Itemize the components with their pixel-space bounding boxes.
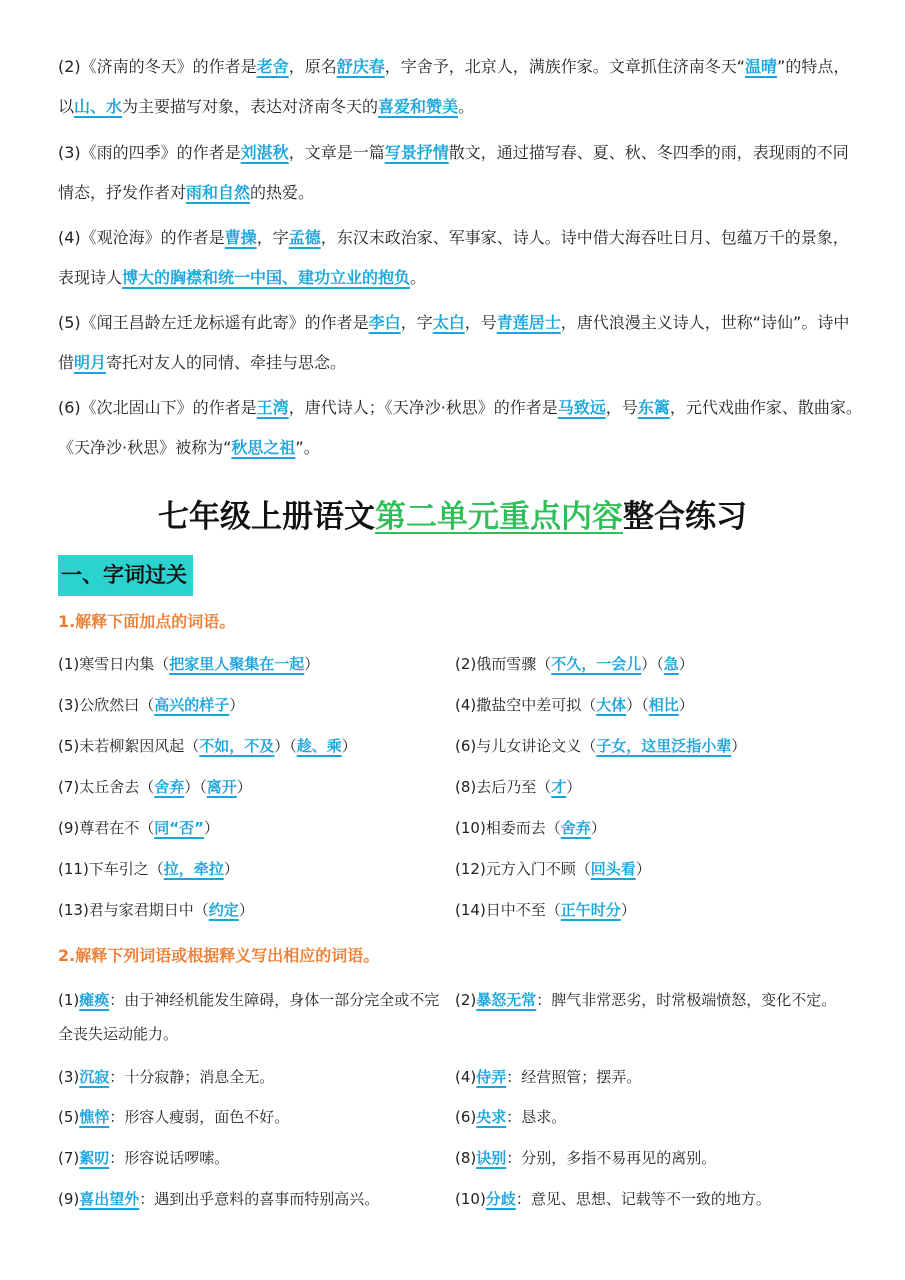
answer-text: 东篱 (637, 398, 670, 417)
author-note-wangwan (58, 388, 864, 468)
text-segment: 为主要描写对象，表达对济南冬天的 (122, 97, 379, 116)
answer-text: 刘湛秋 (240, 143, 289, 162)
answer-text: 高兴的样子 (154, 696, 230, 714)
text-segment: (12)元方入门不顾（ (455, 860, 591, 878)
answer-text: 分歧 (485, 1190, 516, 1208)
vocab-item (455, 814, 606, 842)
definition-item (455, 1060, 847, 1094)
answer-text: 老舍 (256, 57, 289, 76)
vocab-item (58, 814, 219, 842)
text-segment: ）（ (274, 737, 297, 755)
vocab-item (455, 732, 746, 760)
definition-item (58, 983, 453, 1051)
text-segment: (6)与儿女讲论文义（ (455, 737, 597, 755)
text-segment: (5)未若柳絮因风起（ (58, 737, 200, 755)
text-segment: 。 (410, 268, 427, 287)
answer-text: 曹操 (224, 228, 257, 247)
answer-text: 秋思之祖 (231, 438, 296, 457)
text-segment: ）（ (641, 655, 664, 673)
text-segment: (5)《闻王昌龄左迁龙标遥有此寄》的作者是 (58, 313, 369, 332)
vocab-item (58, 650, 319, 678)
vocab-item (58, 773, 252, 801)
text-segment: ：形容说话啰嗦。 (109, 1149, 230, 1167)
text-segment: (14)日中不至（ (455, 901, 561, 919)
answer-text: 王湾 (256, 398, 289, 417)
text-segment: ） (238, 901, 254, 919)
vocab-item (455, 650, 694, 678)
text-segment: ） (731, 737, 747, 755)
question-1-heading: 1.解释下面加点的词语。 (58, 612, 236, 631)
answer-text: 青莲居士 (496, 313, 561, 332)
text-segment: 。 (458, 97, 475, 116)
answer-text: 温晴 (745, 57, 778, 76)
answer-text: 沉寂 (79, 1068, 110, 1086)
answer-text: 喜出望外 (79, 1190, 140, 1208)
text-segment: (4)《观沧海》的作者是 (58, 228, 225, 247)
text-segment: (4)撒盐空中差可拟（ (455, 696, 597, 714)
text-segment: (2)俄而雪骤（ (455, 655, 552, 673)
answer-text: 马致远 (557, 398, 606, 417)
vocab-item (455, 896, 636, 924)
text-segment: (3)《雨的四季》的作者是 (58, 143, 241, 162)
answer-text: 离开 (206, 778, 237, 796)
text-segment: (2) (455, 991, 477, 1009)
answer-text: 博大的胸襟和统一中国、建功立业的抱负 (122, 268, 411, 287)
text-segment: ） (635, 860, 651, 878)
text-segment: (4) (455, 1068, 477, 1086)
text-segment: ：意见、思想、记载等不一致的地方。 (515, 1190, 771, 1208)
text-segment: (6) (455, 1108, 477, 1126)
vocab-item (58, 896, 254, 924)
text-segment: (1)寒雪日内集（ (58, 655, 170, 673)
vocab-item (455, 855, 651, 883)
text-segment: ） (223, 860, 239, 878)
text-segment: (7) (58, 1149, 80, 1167)
answer-text: 拉，牵拉 (163, 860, 224, 878)
answer-text: 絮叨 (79, 1149, 110, 1167)
answer-text: 舍弃 (560, 819, 591, 837)
text-segment: ，字 (400, 313, 433, 332)
text-segment: (3) (58, 1068, 80, 1086)
text-segment: ，唐代浪漫主义诗人，世称“诗仙”。诗中借 (58, 313, 850, 372)
vocab-item (455, 691, 694, 719)
answer-text: 同“否” (154, 819, 204, 837)
text-segment: ） (236, 778, 252, 796)
text-segment: ，号 (464, 313, 497, 332)
text-segment: ：经营照管；摆弄。 (506, 1068, 642, 1086)
text-segment: ） (203, 819, 219, 837)
text-segment: ”的特点，以 (58, 57, 850, 116)
answer-text: 才 (551, 778, 567, 796)
answer-text: 李白 (368, 313, 401, 332)
answer-text: 大体 (596, 696, 627, 714)
title-prefix: 七年级上册语文 (158, 499, 375, 535)
answer-text: 明月 (74, 353, 107, 372)
answer-text: 约定 (208, 901, 239, 919)
answer-text: 瘫痪 (79, 991, 110, 1009)
text-segment: (9)尊君在不（ (58, 819, 155, 837)
text-segment: ，东汉末政治家、军事家、诗人。诗中借大海吞吐日月、包蕴万千的景象，表现诗人 (58, 228, 849, 287)
text-segment: ：形容人瘦弱，面色不好。 (109, 1108, 290, 1126)
text-segment: ”。 (295, 438, 320, 457)
text-segment: (8) (455, 1149, 477, 1167)
text-segment: ）（ (184, 778, 207, 796)
author-note-libai (58, 303, 864, 383)
text-segment: ，文章是一篇 (288, 143, 385, 162)
text-segment: ） (678, 655, 694, 673)
text-segment: (3)公欣然曰（ (58, 696, 155, 714)
answer-text: 雨和自然 (186, 183, 251, 202)
text-segment: ，原名 (288, 57, 337, 76)
page-title (0, 492, 905, 542)
answer-text: 喜爱和赞美 (378, 97, 459, 116)
definition-item (58, 1182, 453, 1216)
vocab-item (455, 773, 581, 801)
author-note-rain (58, 133, 864, 213)
answer-text: 相比 (648, 696, 679, 714)
answer-text: 孟德 (288, 228, 321, 247)
text-segment: (7)太丘舍去（ (58, 778, 155, 796)
text-segment: (6)《次北固山下》的作者是 (58, 398, 257, 417)
text-segment: 寄托对友人的同情、牵挂与思念。 (106, 353, 347, 372)
text-segment: (5) (58, 1108, 80, 1126)
text-segment: ） (678, 696, 694, 714)
text-segment: (10) (455, 1190, 486, 1208)
vocab-item (58, 732, 357, 760)
answer-text: 不久，一会儿 (551, 655, 642, 673)
text-segment: ：恳求。 (506, 1108, 567, 1126)
text-segment: ，唐代诗人；《天净沙·秋思》的作者是 (288, 398, 558, 417)
answer-text: 趁、乘 (296, 737, 342, 755)
text-segment: ） (566, 778, 582, 796)
text-segment: ）（ (626, 696, 649, 714)
text-segment: (1) (58, 991, 80, 1009)
answer-text: 憔悴 (79, 1108, 110, 1126)
vocab-item (58, 691, 244, 719)
answer-text: 山、水 (74, 97, 123, 116)
answer-text: 子女，这里泛指小辈 (596, 737, 732, 755)
text-segment: ） (590, 819, 606, 837)
text-segment: ，字舍予，北京人，满族作家。文章抓住济南冬天“ (384, 57, 746, 76)
text-segment: (10)相委而去（ (455, 819, 561, 837)
answer-text: 回头看 (590, 860, 636, 878)
text-segment: ） (229, 696, 245, 714)
text-segment: ：脾气非常恶劣，时常极端愤怒，变化不定。 (536, 991, 837, 1009)
text-segment: ：遇到出乎意料的喜事而特别高兴。 (139, 1190, 380, 1208)
text-segment: ，字 (256, 228, 289, 247)
answer-text: 把家里人聚集在一起 (169, 655, 305, 673)
text-segment: (11)下车引之（ (58, 860, 164, 878)
answer-text: 诀别 (476, 1149, 507, 1167)
definition-item (455, 1100, 847, 1134)
vocab-item (58, 855, 239, 883)
definition-item (58, 1141, 453, 1175)
text-segment: ：由于神经机能发生障碍，身体一部分完全或不完全丧失运动能力。 (58, 991, 440, 1043)
section-heading: 一、字词过关 (58, 555, 193, 596)
definition-item (455, 1182, 847, 1216)
text-segment: (13)君与家君期日中（ (58, 901, 209, 919)
title-highlight: 第二单元重点内容 (375, 499, 623, 535)
text-segment: 的热爱。 (250, 183, 315, 202)
text-segment: ） (620, 901, 636, 919)
answer-text: 舒庆春 (336, 57, 385, 76)
answer-text: 不如，不及 (199, 737, 275, 755)
title-suffix: 整合练习 (623, 499, 747, 535)
text-segment: (2)《济南的冬天》的作者是 (58, 57, 257, 76)
text-segment: (8)去后乃至（ (455, 778, 552, 796)
text-segment: ，号 (605, 398, 638, 417)
answer-text: 写景抒情 (384, 143, 449, 162)
answer-text: 急 (663, 655, 679, 673)
answer-text: 正午时分 (560, 901, 621, 919)
text-segment: ：十分寂静；消息全无。 (109, 1068, 275, 1086)
answer-text: 央求 (476, 1108, 507, 1126)
definition-item (455, 1141, 847, 1175)
text-segment: ，元代戏曲作家、散曲家。《天净沙·秋思》被称为“ (58, 398, 862, 457)
author-note-jinan (58, 47, 864, 127)
answer-text: 舍弃 (154, 778, 185, 796)
definition-item (58, 1100, 453, 1134)
text-segment: ） (304, 655, 320, 673)
question-2-heading: 2.解释下列词语或根据释义写出相应的词语。 (58, 946, 380, 965)
definition-item (455, 983, 847, 1017)
text-segment: ） (341, 737, 357, 755)
author-note-canghai (58, 218, 864, 298)
answer-text: 暴怒无常 (476, 991, 537, 1009)
answer-text: 太白 (432, 313, 465, 332)
text-segment: ：分别，多指不易再见的离别。 (506, 1149, 717, 1167)
answer-text: 侍弄 (476, 1068, 507, 1086)
text-segment: (9) (58, 1190, 80, 1208)
text-segment: 散文，通过描写春、夏、秋、冬四季的雨，表现雨的不同情态，抒发作者对 (58, 143, 849, 202)
definition-item (58, 1060, 453, 1094)
